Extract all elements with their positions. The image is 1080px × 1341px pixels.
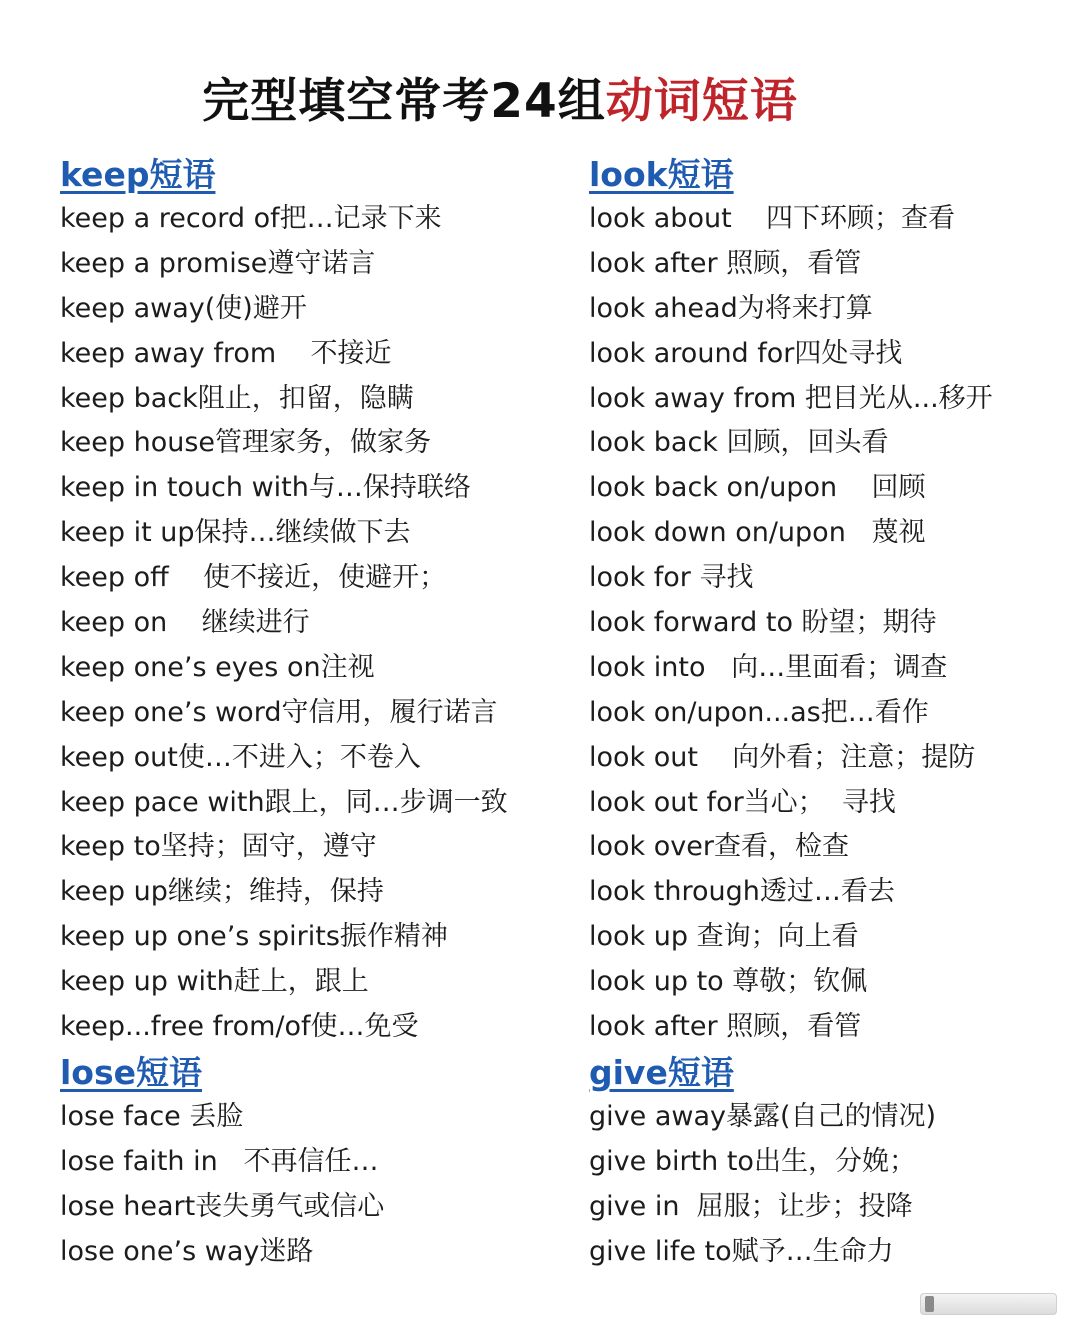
phrase-item: look after 照顾，看管 — [589, 247, 862, 279]
phrase-item: give in 屈服；让步；投降 — [589, 1190, 913, 1222]
phrase-item: look up to 尊敬；钦佩 — [589, 966, 868, 998]
phrase-item: keep out使…不进入；不卷入 — [60, 741, 421, 773]
phrase-item: look ahead为将来打算 — [589, 292, 873, 324]
horizontal-scrollbar[interactable] — [920, 1293, 1057, 1315]
phrase-item: look out 向外看；注意；提防 — [589, 741, 976, 773]
phrase-item: look about 四下环顾；查看 — [589, 203, 955, 234]
phrase-item: lose one’s way迷路 — [60, 1235, 314, 1267]
phrase-item: keep away from 不接近 — [60, 337, 392, 369]
phrase-item: lose faith in 不再信任… — [60, 1145, 379, 1177]
phrase-item: look up 查询；向上看 — [589, 921, 859, 953]
phrase-item: keep away(使)避开 — [60, 292, 307, 324]
phrase-item: give away暴露(自己的情况) — [589, 1100, 937, 1132]
phrase-item: keep one’s eyes on注视 — [60, 651, 375, 683]
lose-section-heading: lose短语 — [60, 1052, 203, 1092]
title-main: 完型填空常考24组 — [202, 74, 606, 129]
phrase-item: look on/upon...as把…看作 — [589, 696, 929, 728]
give-section-heading: give短语 — [589, 1052, 734, 1092]
look-section-heading: look短语 — [589, 155, 734, 194]
keep-section-heading: keep短语 — [60, 155, 216, 194]
phrase-item: look down on/upon 蔑视 — [589, 517, 926, 549]
phrase-item: keep up继续；维持，保持 — [60, 876, 384, 908]
lose-phrase-list — [60, 1095, 570, 1275]
phrase-item: keep up with赶上，跟上 — [60, 966, 369, 998]
phrase-item: keep a record of把…记录下来 — [60, 203, 442, 234]
keep-phrase-list — [60, 197, 570, 1050]
look-phrase-list — [589, 197, 1059, 1050]
phrase-item: look back on/upon 回顾 — [589, 472, 926, 504]
phrase-item: look around for四处寻找 — [589, 337, 903, 369]
phrase-item: keep house管理家务，做家务 — [60, 427, 432, 459]
phrase-item: look into 向…里面看；调查 — [589, 651, 948, 683]
scrollbar-thumb[interactable] — [925, 1296, 934, 1312]
phrase-item: look for 寻找 — [589, 562, 754, 594]
phrase-item: keep...free from/of使…免受 — [60, 1011, 419, 1043]
phrase-item: look back 回顾，回头看 — [589, 427, 889, 459]
give-phrase-list — [589, 1095, 1059, 1275]
phrase-item: keep up one’s spirits振作精神 — [60, 921, 448, 953]
phrase-item: keep on 继续进行 — [60, 607, 310, 639]
phrase-item: look after 照顾，看管 — [589, 1011, 862, 1043]
phrase-item: keep it up保持…继续做下去 — [60, 517, 411, 549]
phrase-item: look through透过…看去 — [589, 876, 895, 908]
phrase-item: keep pace with跟上，同…步调一致 — [60, 786, 508, 818]
phrase-item: keep off 使不接近，使避开； — [60, 562, 447, 594]
phrase-item: keep a promise遵守诺言 — [60, 247, 376, 279]
phrase-item: keep back阻止，扣留，隐瞒 — [60, 382, 414, 414]
left-column — [60, 152, 570, 1274]
phrase-item: keep in touch with与…保持联络 — [60, 472, 471, 504]
phrase-item: look out for当心； 寻找 — [589, 786, 896, 818]
right-column — [589, 152, 1059, 1274]
page-title — [0, 72, 1000, 132]
phrase-item: lose face 丢脸 — [60, 1100, 244, 1132]
title-accent: 动词短语 — [605, 74, 798, 129]
phrase-item: keep to坚持；固守，遵守 — [60, 831, 377, 863]
phrase-item: look over查看，检查 — [589, 831, 849, 863]
phrase-item: look away from 把目光从...移开 — [589, 382, 993, 414]
phrase-item: lose heart丧失勇气或信心 — [60, 1190, 385, 1222]
phrase-item: give life to赋予…生命力 — [589, 1235, 894, 1267]
phrase-item: give birth to出生，分娩； — [589, 1145, 916, 1177]
phrase-item: look forward to 盼望；期待 — [589, 607, 937, 639]
phrase-item: keep one’s word守信用，履行诺言 — [60, 696, 498, 728]
